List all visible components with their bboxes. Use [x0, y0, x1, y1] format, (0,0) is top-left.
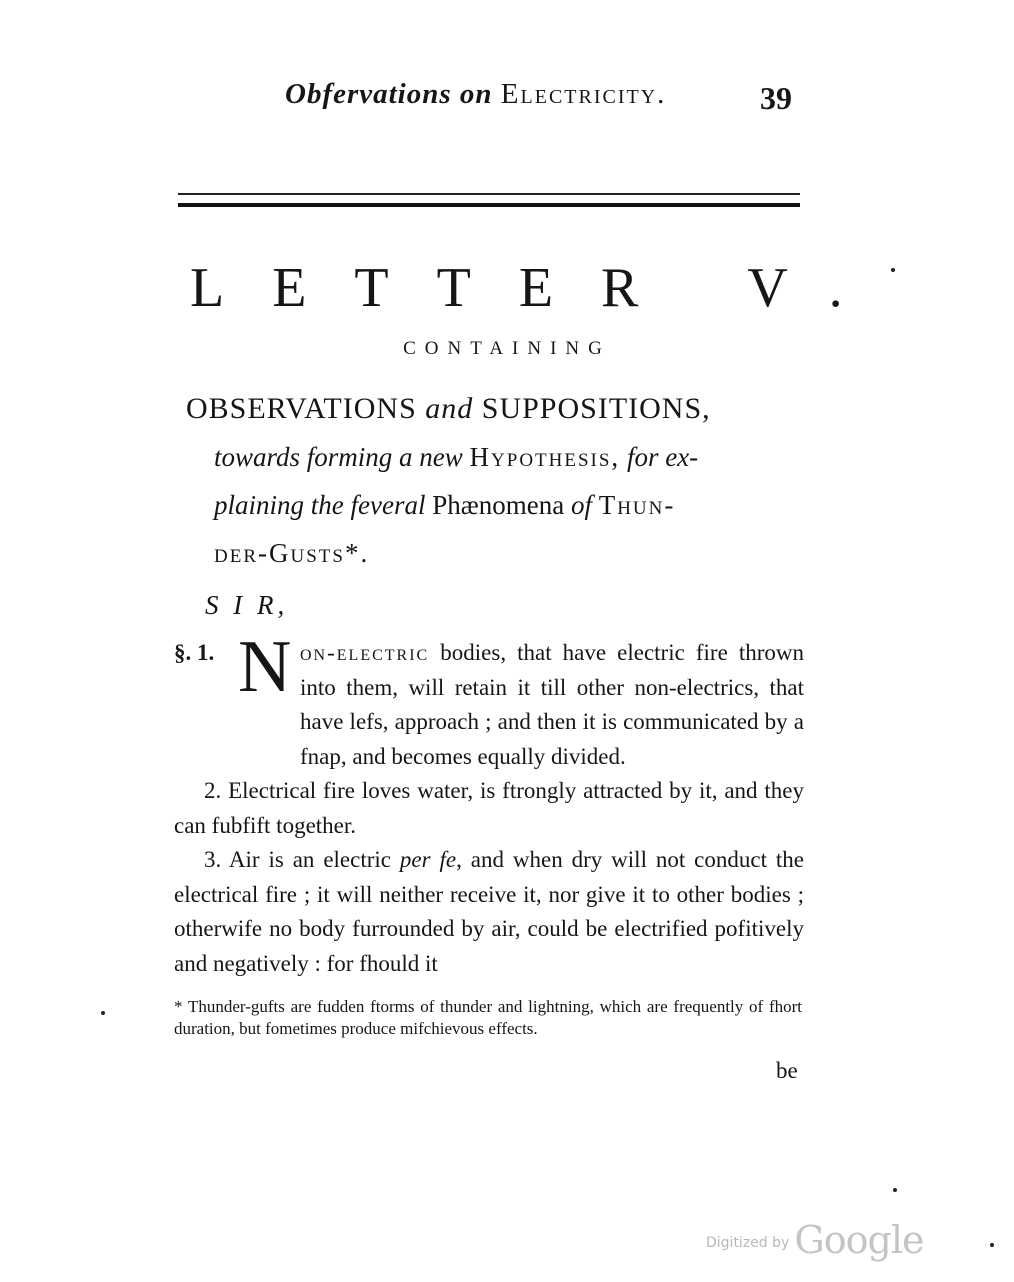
running-head — [285, 78, 666, 111]
page-number: 39 — [760, 80, 792, 116]
subtitle-line-3 — [186, 481, 826, 529]
subtitle-line-4: der-Gusts*. — [214, 538, 370, 568]
section-mark: §. 1. — [174, 640, 215, 665]
digitized-watermark — [706, 1218, 923, 1262]
ink-speck — [893, 1188, 897, 1192]
ink-speck — [990, 1243, 994, 1247]
footnote: * Thunder-gufts are fudden ftorms of thunder and lightning, which are frequently of fhort duration, but fometimes produce mifchievous effects. — [174, 997, 802, 1038]
body-text — [174, 626, 804, 981]
header-rule-thin — [178, 193, 800, 195]
watermark-prefix: Digitized by — [706, 1235, 790, 1251]
catchword: be — [776, 1058, 798, 1083]
header-rule-thick — [178, 203, 800, 207]
ink-speck — [101, 1011, 105, 1015]
watermark-logo: Google — [794, 1218, 924, 1262]
subtitle-phaenomena: Phænomena — [432, 490, 565, 520]
ink-speck — [891, 268, 895, 272]
paragraph-1 — [174, 626, 804, 774]
drop-cap: N — [238, 626, 292, 708]
letter-title: LETTER V. — [190, 257, 891, 319]
paragraph-3 — [174, 843, 804, 981]
salutation: S I R, — [205, 590, 289, 620]
subtitle-towards: towards forming a new — [214, 442, 463, 472]
subtitle-and: and — [425, 392, 474, 425]
paragraph-2: 2. Electrical fire loves water, is ftrongly attracted by it, and they can fubfift together. — [174, 778, 804, 838]
subtitle-of: of — [570, 490, 592, 520]
paragraph-1-text: bodies, that have electric fire thrown into them, will retain it till other non-electrics, that have lefs, approach ; and then it is communicated by a fnap, and becomes equally divided. — [300, 640, 804, 769]
subtitle-for-ex: for ex- — [626, 442, 699, 472]
subtitle-suppositions: SUPPOSITIONS, — [481, 392, 711, 425]
subtitle-plaining: plaining the feveral — [214, 490, 426, 520]
paragraph-3-rest: , and when dry will not conduct the electrical fire ; it will neither receive it, nor give it to other bodies ; otherwife no body furrounded by air, could be electrified pofitively and negatively : for fhould it — [174, 847, 804, 976]
paragraph-3-italic: per fe — [399, 847, 457, 872]
running-head-caps: Electricity. — [500, 78, 667, 110]
paragraph-1-caps: on-electric — [300, 640, 430, 665]
subtitle-hypothesis: Hypothesis, — [469, 442, 621, 472]
subtitle-line-1 — [186, 385, 826, 433]
running-head-italic: Obfervations on — [285, 78, 493, 110]
subtitle-line-2 — [186, 433, 826, 481]
containing-label: CONTAINING — [403, 338, 611, 359]
subtitle-observations: OBSERVATIONS — [186, 392, 417, 425]
letter-subtitle — [186, 385, 826, 577]
paragraph-3-start: 3. Air is an electric — [204, 847, 400, 872]
subtitle-thun: Thun- — [598, 490, 676, 520]
